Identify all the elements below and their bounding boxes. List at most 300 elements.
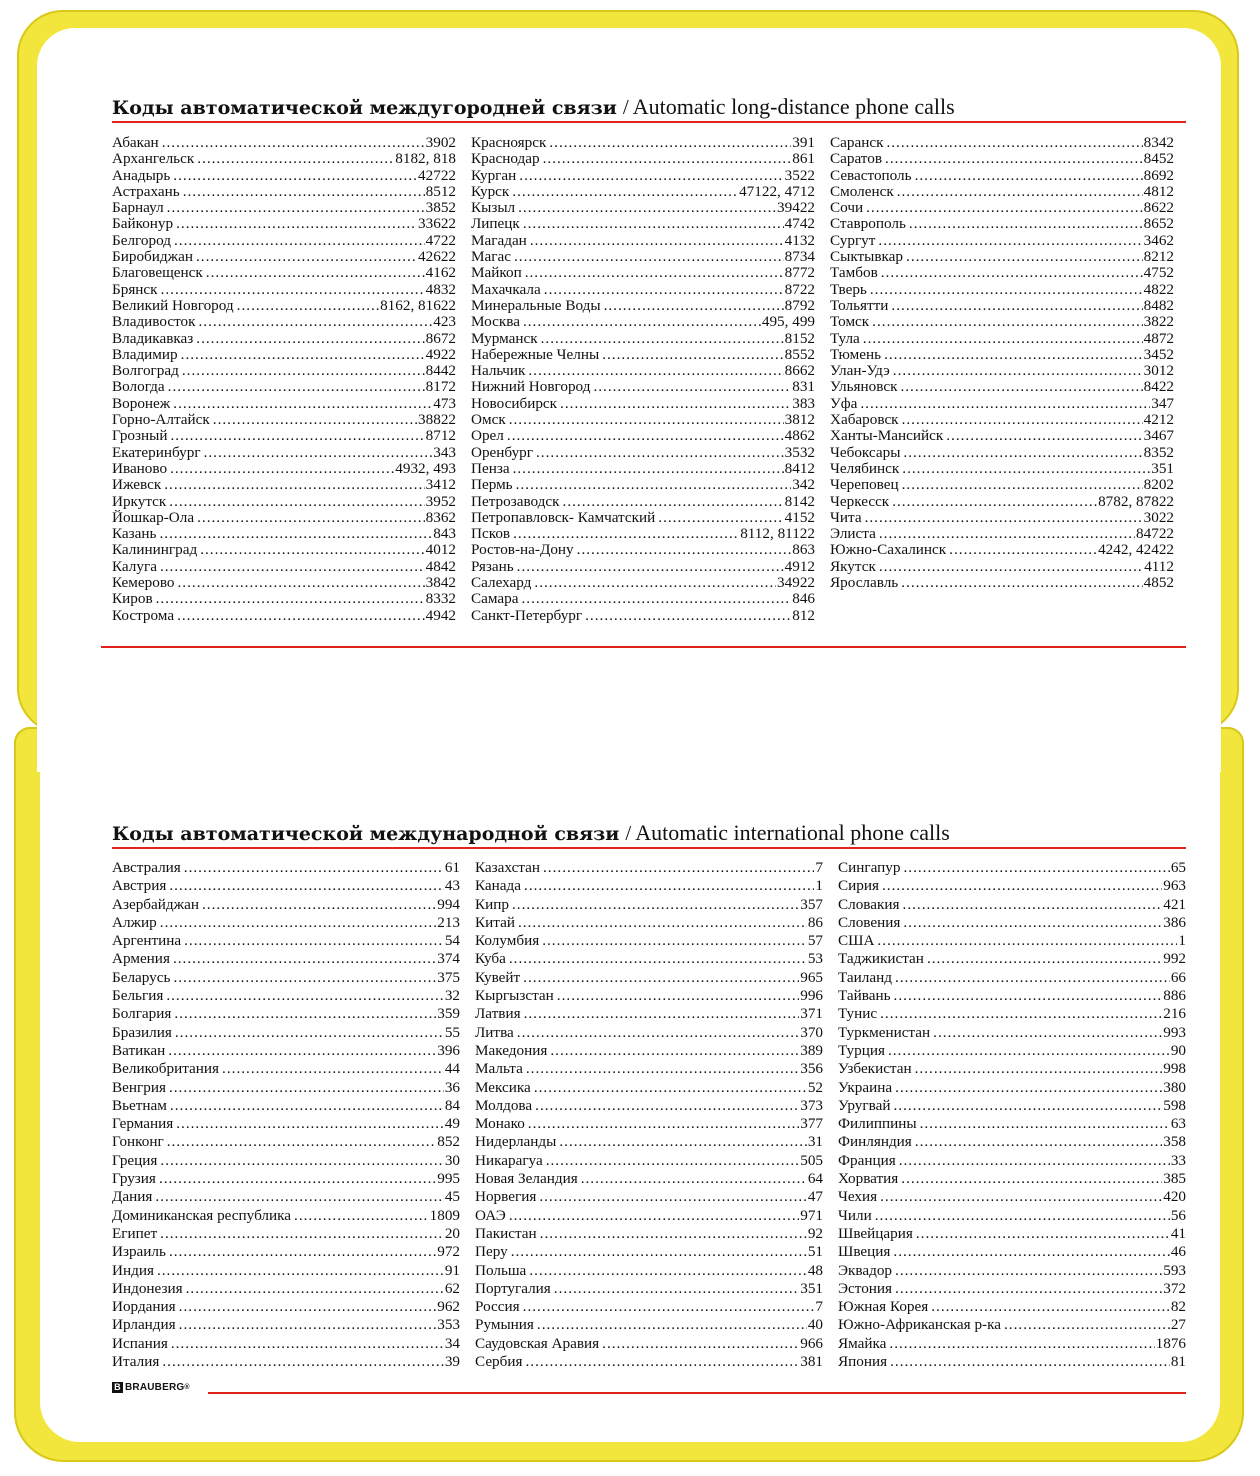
table-row (475, 987, 823, 1005)
leader-dots (879, 559, 1143, 575)
entry-code: 44 (444, 1060, 460, 1078)
entry-code: 55 (444, 1023, 460, 1041)
entry-code: 57 (807, 932, 823, 950)
leader-dots (529, 1262, 807, 1280)
brand-name: BRAUBERG (125, 1382, 185, 1393)
leader-dots (897, 184, 1143, 200)
leader-dots (559, 1133, 806, 1151)
table-row (838, 1225, 1186, 1243)
entry-code: 4812 (1143, 183, 1174, 200)
table-row (830, 233, 1174, 249)
entry-name: Куба (475, 950, 506, 968)
table-row (471, 331, 815, 347)
leader-dots (176, 216, 417, 232)
leader-dots (860, 396, 1150, 412)
entry-code: 40 (807, 1316, 823, 1334)
entry-code: 994 (437, 895, 460, 913)
entry-code: 8342 (1143, 135, 1174, 151)
entry-code: 359 (437, 1005, 460, 1023)
entry-code: 812 (792, 607, 815, 624)
entry-code: 47122, 4712 (739, 183, 815, 200)
international-column (838, 859, 1186, 1371)
leader-dots (536, 445, 784, 461)
international-section (112, 820, 1186, 849)
entry-code: 423 (433, 314, 456, 331)
entry-code: 386 (1163, 913, 1186, 931)
table-row (475, 1133, 823, 1151)
table-row (471, 477, 815, 493)
entry-name: Узбекистан (838, 1060, 912, 1078)
entry-name: Тунис (838, 1005, 878, 1023)
table-row (112, 233, 456, 249)
table-row (475, 1097, 823, 1115)
table-row (830, 282, 1174, 298)
leader-dots (170, 1097, 444, 1115)
entry-name: Кипр (475, 895, 509, 913)
international-title (112, 820, 1186, 847)
leader-dots (156, 591, 425, 607)
entry-name: Иордания (112, 1298, 176, 1316)
entry-code: 54 (444, 932, 460, 950)
entry-code: 971 (800, 1206, 823, 1224)
entry-code: 46 (1170, 1243, 1186, 1261)
entry-code: 49 (444, 1115, 460, 1133)
table-row (475, 1170, 823, 1188)
entry-code: 4822 (1143, 281, 1174, 298)
entry-code: 998 (1163, 1060, 1186, 1078)
entry-code: 8512 (425, 183, 456, 200)
entry-code: 61 (444, 859, 460, 876)
entry-name: Италия (112, 1353, 160, 1371)
leader-dots (916, 1225, 1170, 1243)
table-row (475, 896, 823, 914)
entry-code: 357 (800, 895, 823, 913)
leader-dots (237, 298, 379, 314)
table-row (471, 298, 815, 314)
entry-code: 4872 (1143, 330, 1174, 347)
entry-name: Москва (471, 314, 520, 331)
title-separator: / (622, 95, 629, 119)
entry-code: 3467 (1143, 428, 1174, 445)
leader-dots (513, 526, 739, 542)
domestic-title-ru: Коды автоматической междугородней связи (112, 97, 617, 119)
table-row (475, 1024, 823, 1042)
table-row (112, 859, 460, 877)
entry-name: Севастополь (830, 167, 912, 184)
entry-code: 4922 (425, 346, 456, 363)
entry-name: Великий Новгород (112, 297, 234, 314)
leader-dots (169, 1243, 436, 1261)
entry-name: Пакистан (475, 1224, 537, 1242)
table-row (838, 932, 1186, 950)
entry-name: Якутск (830, 558, 876, 575)
table-row (830, 216, 1174, 232)
entry-name: Вьетнам (112, 1096, 167, 1114)
entry-name: Псков (471, 526, 511, 543)
entry-code: 47 (807, 1188, 823, 1206)
table-row (471, 265, 815, 281)
leader-dots (903, 896, 1163, 914)
table-row (112, 168, 456, 184)
table-row (112, 445, 456, 461)
table-row (830, 249, 1174, 265)
entry-code: 42622 (418, 249, 456, 266)
leader-dots (167, 200, 425, 216)
entry-name: Ватикан (112, 1041, 166, 1059)
entry-name: Сочи (830, 200, 864, 217)
entry-name: Сыктывкар (830, 249, 904, 266)
entry-name: Дания (112, 1188, 153, 1206)
table-row (838, 1005, 1186, 1023)
entry-code: 8792 (784, 297, 815, 314)
entry-code: 4862 (784, 428, 815, 445)
entry-code: 48 (807, 1261, 823, 1279)
entry-name: Волгоград (112, 363, 179, 380)
leader-dots (173, 168, 417, 184)
leader-dots (514, 249, 784, 265)
leader-dots (523, 216, 784, 232)
leader-dots (512, 896, 799, 914)
table-row (475, 1042, 823, 1060)
leader-dots (585, 608, 791, 624)
entry-name: Армения (112, 950, 170, 968)
entry-code: 4742 (784, 216, 815, 233)
table-row (475, 1298, 823, 1316)
leader-dots (171, 1335, 444, 1353)
table-row (112, 526, 456, 542)
entry-code: 383 (792, 395, 815, 412)
entry-code: 831 (792, 379, 815, 396)
entry-code: 965 (800, 968, 823, 986)
leader-dots (895, 969, 1170, 987)
table-row (112, 282, 456, 298)
entry-code: 45 (444, 1188, 460, 1206)
entry-name: Салехард (471, 575, 532, 592)
table-row (838, 1042, 1186, 1060)
entry-code: 396 (437, 1041, 460, 1059)
entry-name: Перу (475, 1243, 508, 1261)
table-row (475, 1115, 823, 1133)
entry-name: Элиста (830, 526, 876, 543)
entry-code: 358 (1163, 1133, 1186, 1151)
entry-code: 63 (1170, 1115, 1186, 1133)
table-row (471, 461, 815, 477)
table-row (112, 1115, 460, 1133)
leader-dots (537, 1316, 807, 1334)
leader-dots (523, 314, 761, 330)
entry-name: Хорватия (838, 1170, 899, 1188)
entry-code: 4852 (1143, 575, 1174, 592)
leader-dots (543, 151, 792, 167)
table-row (838, 914, 1186, 932)
leader-dots (204, 445, 433, 461)
leader-dots (880, 1005, 1162, 1023)
entry-name: Сургут (830, 232, 876, 249)
entry-name: Чита (830, 509, 862, 526)
leader-dots (542, 932, 807, 950)
table-row (112, 1225, 460, 1243)
table-row (475, 1316, 823, 1334)
entry-code: 8452 (1143, 151, 1174, 168)
entry-name: Тамбов (830, 265, 878, 282)
table-row (471, 412, 815, 428)
table-row (838, 1262, 1186, 1280)
entry-code: 4942 (425, 607, 456, 624)
leader-dots (915, 168, 1143, 184)
domestic-section (112, 94, 1186, 123)
entry-name: Ямайка (838, 1334, 887, 1352)
table-row (471, 396, 815, 412)
leader-dots (200, 542, 424, 558)
entry-code: 3012 (1143, 363, 1174, 380)
leader-dots (535, 1097, 799, 1115)
table-row (838, 1152, 1186, 1170)
leader-dots (903, 859, 1169, 877)
entry-name: Орел (471, 428, 504, 445)
leader-dots (176, 1115, 444, 1133)
leader-dots (162, 1353, 443, 1371)
entry-name: Магас (471, 249, 511, 266)
entry-name: Кувейт (475, 968, 521, 986)
table-row (471, 347, 815, 363)
leader-dots (863, 331, 1143, 347)
leader-dots (577, 542, 792, 558)
table-row (112, 1353, 460, 1371)
entry-code: 4112 (1144, 558, 1174, 575)
entry-name: Саратов (830, 151, 883, 168)
table-row (471, 494, 815, 510)
leader-dots (895, 1079, 1162, 1097)
table-row (830, 151, 1174, 167)
entry-code: 8162, 81622 (380, 297, 456, 314)
table-row (471, 151, 815, 167)
entry-name: Индия (112, 1261, 154, 1279)
entry-name: Минеральные Воды (471, 297, 601, 314)
entry-code: 1876 (1155, 1334, 1186, 1352)
entry-code: 861 (792, 151, 815, 168)
entry-code: 30 (444, 1151, 460, 1169)
leader-dots (949, 542, 1097, 558)
table-row (830, 347, 1174, 363)
leader-dots (294, 1207, 429, 1225)
entry-name: Испания (112, 1334, 168, 1352)
leader-dots (507, 428, 784, 444)
entry-name: Калининград (112, 542, 198, 559)
entry-code: 62 (444, 1279, 460, 1297)
leader-dots (557, 987, 799, 1005)
table-row (471, 233, 815, 249)
entry-code: 3412 (425, 477, 456, 494)
leader-dots (509, 1207, 799, 1225)
leader-dots (526, 1353, 800, 1371)
table-row (830, 477, 1174, 493)
entry-name: Ханты-Мансийск (830, 428, 944, 445)
leader-dots (175, 1024, 444, 1042)
table-row (112, 265, 456, 281)
leader-dots (893, 363, 1143, 379)
entry-code: 20 (444, 1224, 460, 1242)
entry-name: Брянск (112, 281, 158, 298)
table-row (112, 249, 456, 265)
leader-dots (523, 1298, 815, 1316)
entry-name: Словения (838, 913, 901, 931)
leader-dots (521, 591, 791, 607)
entry-code: 380 (1163, 1078, 1186, 1096)
leader-dots (213, 412, 417, 428)
entry-code: 8622 (1143, 200, 1174, 217)
entry-code: 356 (800, 1060, 823, 1078)
table-row (112, 1024, 460, 1042)
entry-name: Набережные Челны (471, 346, 600, 363)
entry-code: 353 (437, 1316, 460, 1334)
leader-dots (872, 314, 1142, 330)
entry-name: Гонконг (112, 1133, 164, 1151)
entry-code: 90 (1170, 1041, 1186, 1059)
leader-dots (885, 151, 1143, 167)
entry-code: 213 (437, 913, 460, 931)
entry-name: Санкт-Петербург (471, 607, 583, 624)
brand-logo (112, 1382, 190, 1393)
entry-code: 3842 (425, 575, 456, 592)
leader-dots (197, 510, 425, 526)
entry-name: Черкесск (830, 493, 890, 510)
entry-code: 347 (1151, 395, 1174, 412)
entry-code: 852 (437, 1133, 460, 1151)
entry-name: Белгород (112, 232, 171, 249)
entry-name: Петропавловск- Камчатский (471, 509, 656, 526)
entry-name: Ижевск (112, 477, 162, 494)
entry-name: Тула (830, 330, 860, 347)
leader-dots (901, 1170, 1162, 1188)
table-row (471, 363, 815, 379)
table-row (838, 1280, 1186, 1298)
table-row (475, 1225, 823, 1243)
table-row (830, 510, 1174, 526)
leader-dots (182, 363, 425, 379)
leader-dots (602, 347, 783, 363)
entry-code: 372 (1163, 1279, 1186, 1297)
table-row (830, 331, 1174, 347)
entry-name: Мальта (475, 1060, 523, 1078)
table-row (475, 914, 823, 932)
entry-name: Австралия (112, 859, 181, 876)
leader-dots (157, 1262, 444, 1280)
leader-dots (516, 477, 792, 493)
table-row (471, 249, 815, 265)
entry-name: Магадан (471, 232, 527, 249)
entry-name: Краснодар (471, 151, 540, 168)
table-row (112, 1243, 460, 1261)
table-row (471, 526, 815, 542)
international-title-en: Automatic international phone calls (635, 820, 950, 845)
entry-code: 39 (444, 1353, 460, 1371)
entry-name: Саранск (830, 135, 884, 151)
leader-dots (920, 1115, 1170, 1133)
entry-name: Беларусь (112, 968, 171, 986)
table-row (830, 526, 1174, 542)
leader-dots (893, 1243, 1169, 1261)
leader-dots (173, 950, 436, 968)
table-row (475, 877, 823, 895)
entry-name: Владимир (112, 346, 178, 363)
entry-name: Южная Корея (838, 1298, 929, 1316)
table-row (112, 347, 456, 363)
entry-name: Финляндия (838, 1133, 912, 1151)
entry-name: Архангельск (112, 151, 195, 168)
international-code-table (112, 859, 1186, 1371)
leader-dots (899, 1152, 1170, 1170)
entry-name: Челябинск (830, 460, 900, 477)
entry-code: 505 (800, 1151, 823, 1169)
leader-dots (160, 559, 425, 575)
table-row (838, 1024, 1186, 1042)
table-row (112, 1079, 460, 1097)
entry-code: 91 (444, 1261, 460, 1279)
leader-dots (539, 1188, 806, 1206)
table-row (112, 559, 456, 575)
table-row (475, 1335, 823, 1353)
domestic-code-table (112, 135, 1176, 624)
leader-dots (524, 877, 814, 895)
entry-name: Монако (475, 1115, 525, 1133)
leader-dots (161, 282, 425, 298)
entry-name: Пермь (471, 477, 513, 494)
leader-dots (602, 1335, 799, 1353)
table-row (112, 1298, 460, 1316)
entry-name: Смоленск (830, 183, 894, 200)
table-row (471, 428, 815, 444)
entry-name: Польша (475, 1261, 527, 1279)
table-row (112, 396, 456, 412)
table-row (112, 932, 460, 950)
leader-dots (903, 445, 1142, 461)
leader-dots (524, 1005, 800, 1023)
entry-code: 385 (1163, 1170, 1186, 1188)
entry-code: 843 (433, 526, 456, 543)
entry-name: Япония (838, 1353, 888, 1371)
entry-name: Кемерово (112, 575, 175, 592)
entry-name: Иркутск (112, 493, 167, 510)
leader-dots (891, 298, 1142, 314)
entry-name: Майкоп (471, 265, 522, 282)
entry-name: Калуга (112, 558, 157, 575)
entry-code: 8422 (1143, 379, 1174, 396)
leader-dots (604, 298, 784, 314)
entry-name: Турция (838, 1041, 885, 1059)
entry-name: Азербайджан (112, 895, 199, 913)
entry-name: Воронеж (112, 395, 171, 412)
table-row (471, 135, 815, 151)
leader-dots (169, 494, 424, 510)
entry-name: Ярославль (830, 575, 899, 592)
entry-code: 4722 (425, 232, 456, 249)
table-row (830, 461, 1174, 477)
leader-dots (179, 1316, 437, 1334)
table-row (475, 1188, 823, 1206)
entry-name: Эстония (838, 1279, 893, 1297)
table-row (112, 1005, 460, 1023)
leader-dots (900, 379, 1142, 395)
table-row (838, 877, 1186, 895)
leader-dots (530, 233, 784, 249)
leader-dots (893, 1097, 1162, 1115)
table-row (112, 1188, 460, 1206)
leader-dots (164, 477, 424, 493)
entry-name: Россия (475, 1298, 520, 1316)
leader-dots (581, 1170, 807, 1188)
entry-name: Томск (830, 314, 870, 331)
entry-name: Владикавказ (112, 330, 194, 347)
